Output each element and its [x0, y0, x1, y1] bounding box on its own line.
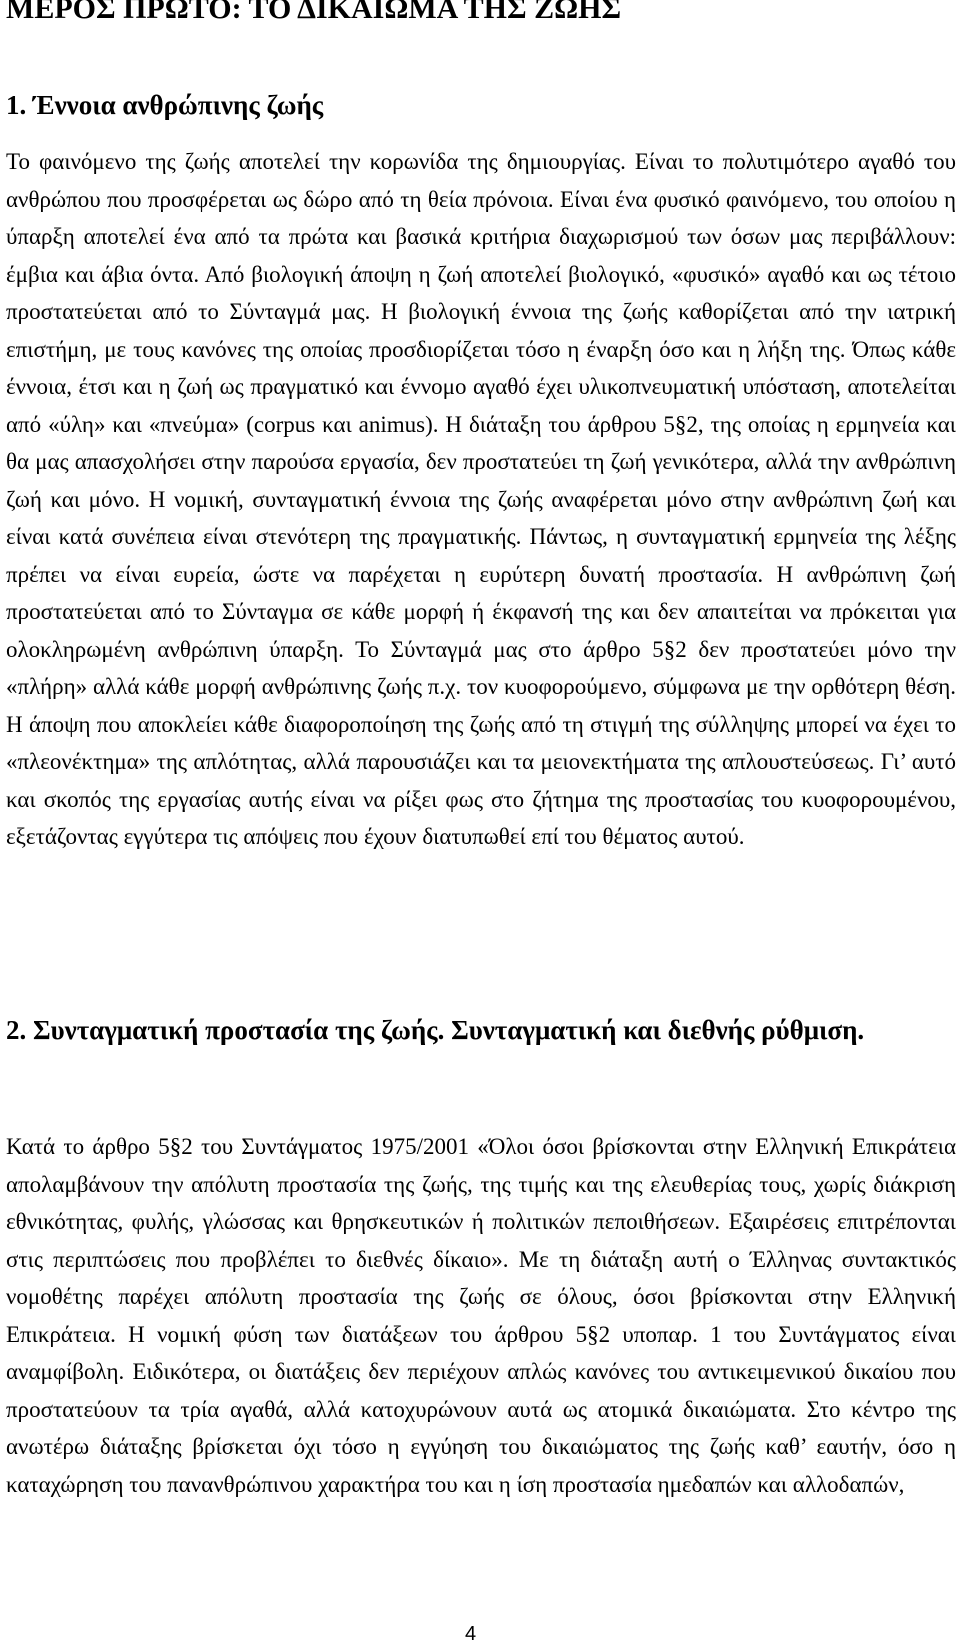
page-number: 4 — [465, 1623, 477, 1645]
section-1-paragraph: Το φαινόμενο της ζωής αποτελεί την κορωνίδα της δημιουργίας. Είναι το πολυτιμότερο αγαθό του ανθρώπου που προσφέρεται ως δώρο από τη θεία πρόνοια. Είναι ένα φυσικό φαινόμενο, του οποίου η ύπαρξη αποτελεί ένα από τα πρώτα και βασικά κριτήρια διαχωρισμού των όσων μας περιβάλλουν: έμβια και άβια όντα. Από βιολογική άποψη η ζωή αποτελεί βιολογικό, «φυσικό» αγαθό και ως τέτοιο προστατεύεται από το Σύνταγμά μας. Η βιολογική έννοια της ζωής καθορίζεται από την ιατρική επιστήμη, με τους κανόνες της οποίας προσδιορίζεται τόσο η έναρξη όσο και η λήξη της. Όπως κάθε έννοια, έτσι και η ζωή ως πραγματικό και έννομο αγαθό έχει υλικοπνευματική υπόσταση, αποτελείται από «ύλη» και «πνεύμα» (corpus και animus). Η διάταξη του άρθρου 5§2, της οποίας η ερμηνεία και θα μας απασχολήσει στην παρούσα εργασία, δεν προστατεύει τη ζωή γενικότερα, αλλά την ανθρώπινη ζωή και μόνο. Η νομική, συνταγματική έννοια της ζωής αναφέρεται μόνο στην ανθρώπινη ζωή και είναι κατά συνέπεια είναι στενότερη της πραγματικής. Πάντως, η συνταγματική ερμηνεία της λέξης πρέπει να είναι ευρεία, ώστε να παρέχεται η ευρύτερη δυνατή προστασία. Η ανθρώπινη ζωή προστατεύεται από το Σύνταγμα σε κάθε μορφή ή έκφανσή της και δεν απαιτείται να πρόκειται για ολοκληρωμένη ανθρώπινη ύπαρξη. Το Σύνταγμά μας στο άρθρο 5§2 δεν προστατεύει μόνο την «πλήρη» αλλά κάθε μορφή ανθρώπινης ζωής π.χ. τον κυοφορούμενο, σύμφωνα με την ορθότερη θέση. Η άποψη που αποκλείει κάθε διαφοροποίηση της ζωής από τη στιγμή της σύλληψης μπορεί να έχει το «πλεονέκτημα» της απλότητας, αλλά παρουσιάζει και τα μειονεκτήματα της απλουστεύσεως. Γι’ αυτό και σκοπός της εργασίας αυτής είναι να ρίξει φως στο ζήτημα της προστασίας του κυοφορουμένου, εξετάζοντας εγγύτερα τις απόψεις που έχουν διατυπωθεί επί του θέματος αυτού. — [6, 149, 956, 849]
section-2-heading: 2. Συνταγματική προστασία της ζωής. Συνταγματική και διεθνής ρύθμιση. — [6, 1015, 865, 1045]
section-2-paragraph: Κατά το άρθρο 5§2 του Συντάγματος 1975/2001 «Όλοι όσοι βρίσκονται στην Ελληνική Επικράτεια απολαμβάνουν την απόλυτη προστασία της ζωής, της τιμής και της ελευθερίας τους, χωρίς διάκριση εθνικότητας, φυλής, γλώσσας και θρησκευτικών ή πολιτικών πεποιθήσεων. Εξαιρέσεις επιτρέπονται στις περιπτώσεις που προβλέπει το διεθνές δίκαιο». Με τη διάταξη αυτή ο Έλληνας συντακτικός νομοθέτης παρέχει απόλυτη προστασία της ζωής σε όλους, όσοι βρίσκονται στην Ελληνική Επικράτεια. Η νομική φύση των διατάξεων του άρθρου 5§2 υποπαρ. 1 του Συντάγματος είναι αναμφίβολη. Ειδικότερα, οι διατάξεις δεν περιέχουν απλώς κανόνες του αντικειμενικού δικαίου που προστατεύουν τα τρία αγαθά, αλλά κατοχυρώνουν αυτά ως ατομικά δικαιώματα. Στο κέντρο της ανωτέρω διάταξης βρίσκεται όχι τόσο η εγγύηση του δικαιώματος της ζωής καθ’ εαυτήν, όσο η καταχώρηση του πανανθρώπινου χαρακτήρα του και η ίση προστασία ημεδαπών και αλλοδαπών, — [6, 1134, 956, 1497]
part-heading: ΜΕΡΟΣ ΠΡΩΤΟ: ΤΟ ΔΙΚΑΙΩΜΑ ΤΗΣ ΖΩΗΣ — [6, 0, 622, 25]
section-1-heading: 1. Έννοια ανθρώπινης ζωής — [6, 90, 324, 120]
